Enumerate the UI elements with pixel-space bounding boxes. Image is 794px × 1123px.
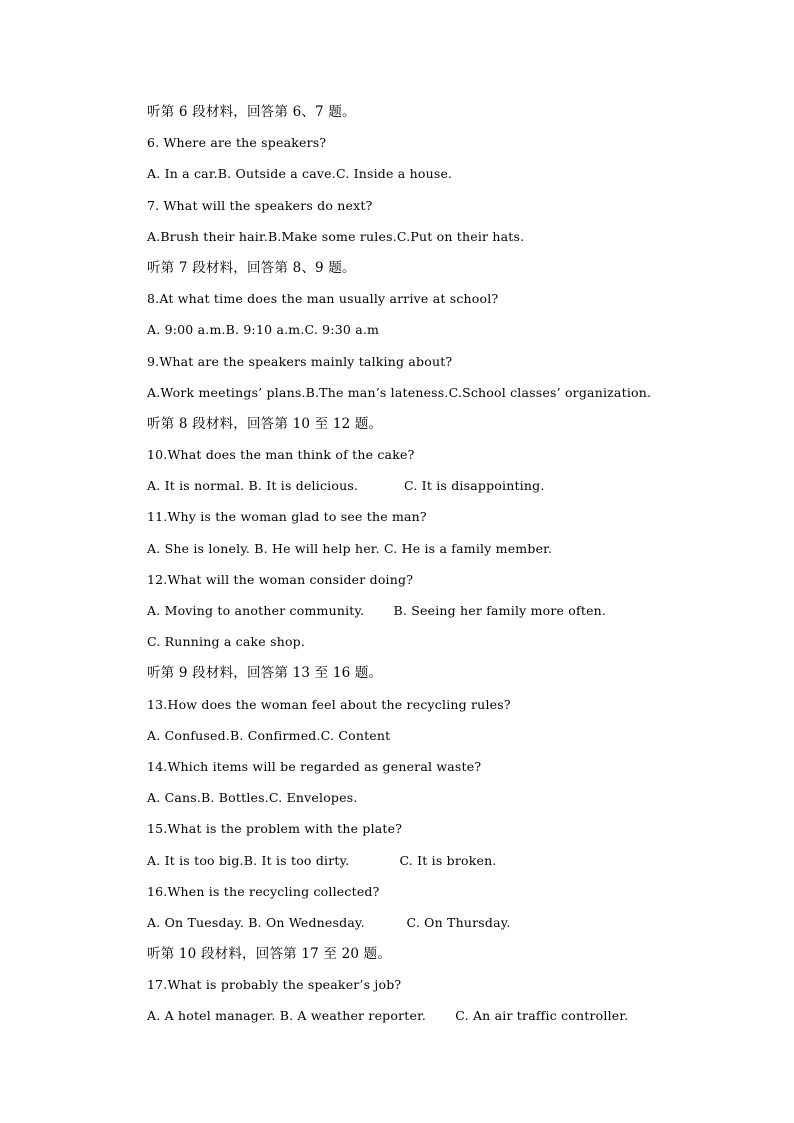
answer-options: A. On Tuesday. B. On Wednesday. C. On Thursday.: [147, 914, 511, 930]
answer-options: A. It is too big.B. It is too dirty. C. It is broken.: [147, 852, 497, 868]
section-heading: 听第 6 段材料，回答第 6、7 题。: [147, 104, 356, 120]
answer-options: A. A hotel manager. B. A weather reporter. C. An air traffic controller.: [147, 1008, 629, 1024]
answer-options: A. 9:00 a.m.B. 9:10 a.m.C. 9:30 a.m: [147, 322, 380, 338]
question-text: 16.When is the recycling collected?: [147, 883, 380, 899]
answer-options: A.Work meetings’ plans.B.The man’s lateness.C.School classes’ organization.: [147, 384, 652, 400]
question-text: 8.At what time does the man usually arrive at school?: [147, 291, 499, 307]
answer-options: A. Moving to another community. B. Seeing her family more often.: [147, 603, 607, 618]
question-text: 6. Where are the speakers?: [147, 135, 327, 151]
document-page: [147, 102, 747, 1038]
answer-options: A. She is lonely. B. He will help her. C. He is a family member.: [147, 540, 553, 556]
section-heading: 听第 10 段材料，回答第 17 至 20 题。: [147, 946, 392, 963]
answer-options: A. In a car.B. Outside a cave.C. Inside a house.: [147, 166, 453, 182]
answer-options: A.Brush their hair.B.Make some rules.C.Put on their hats.: [147, 228, 525, 244]
answer-options: A. Confused.B. Confirmed.C. Content: [147, 727, 391, 743]
question-text: 13.How does the woman feel about the recycling rules?: [147, 696, 511, 712]
question-text: 15.What is the problem with the plate?: [147, 821, 403, 837]
section-heading: 听第 9 段材料，回答第 13 至 16 题。: [147, 665, 383, 682]
section-heading: 听第 7 段材料，回答第 8、9 题。: [147, 259, 356, 276]
question-text: 10.What does the man think of the cake?: [147, 447, 415, 463]
question-text: 14.Which items will be regarded as general waste?: [147, 758, 482, 774]
answer-options: A. It is normal. B. It is delicious. C. It is disappointing.: [147, 478, 545, 494]
answer-options: C. Running a cake shop.: [147, 634, 306, 650]
question-text: 7. What will the speakers do next?: [147, 197, 373, 213]
question-text: 12.What will the woman consider doing?: [147, 571, 414, 587]
answer-options: A. Cans.B. Bottles.C. Envelopes.: [147, 790, 358, 806]
section-heading: 听第 8 段材料，回答第 10 至 12 题。: [147, 415, 383, 432]
question-text: 9.What are the speakers mainly talking about?: [147, 353, 453, 369]
question-text: 17.What is probably the speaker’s job?: [147, 977, 402, 993]
question-text: 11.Why is the woman glad to see the man?: [147, 509, 427, 525]
